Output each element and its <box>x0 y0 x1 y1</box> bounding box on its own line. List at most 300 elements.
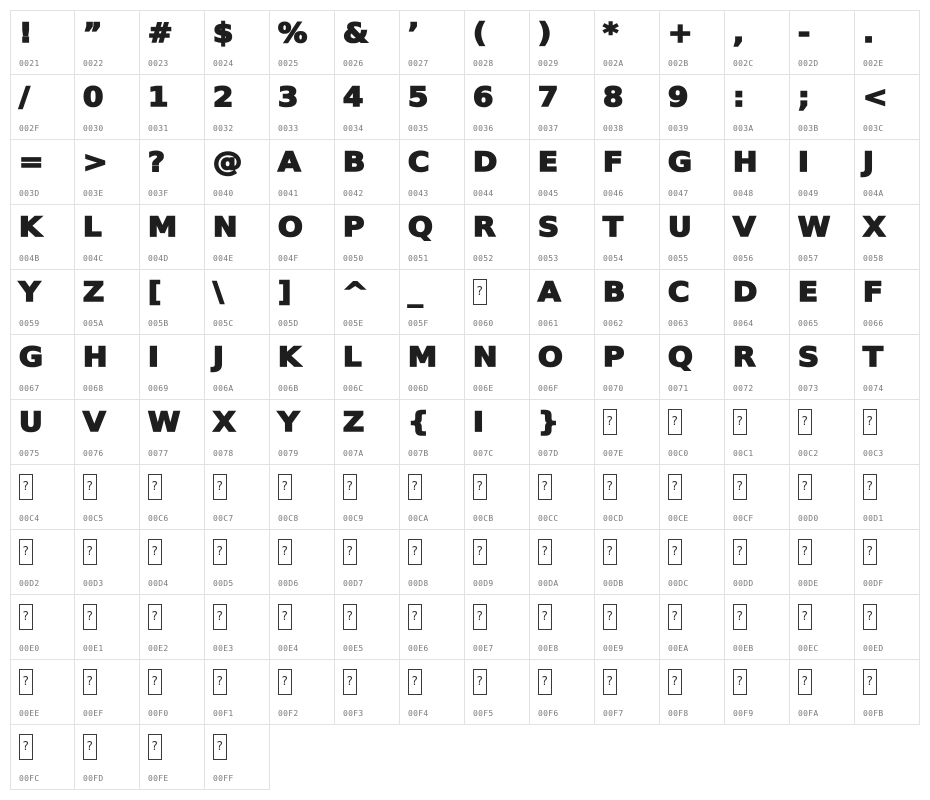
glyph-code: 004F <box>278 254 299 263</box>
glyph-cell <box>790 530 855 595</box>
missing-glyph-icon <box>213 471 227 509</box>
glyph-code: 00EF <box>83 709 104 718</box>
glyph-cell <box>725 660 790 725</box>
glyph-code: 00FC <box>19 774 40 783</box>
glyph-code: 00EA <box>668 644 689 653</box>
glyph-char: D <box>473 147 498 178</box>
glyph-code: 0068 <box>83 384 104 393</box>
glyph-cell <box>790 75 855 140</box>
glyph-char: I <box>798 147 809 178</box>
glyph-char: Q <box>668 342 693 373</box>
glyph-char: R <box>733 342 756 373</box>
missing-glyph-icon <box>668 536 682 574</box>
glyph-code: 00D7 <box>343 579 364 588</box>
glyph-code: 0041 <box>278 189 299 198</box>
glyph-cell <box>595 140 660 205</box>
missing-glyph-icon <box>603 471 617 509</box>
missing-glyph-icon <box>278 666 292 704</box>
missing-glyph-box-icon <box>83 669 97 695</box>
missing-glyph-box-icon <box>148 539 162 565</box>
missing-glyph-box-icon <box>798 474 812 500</box>
glyph-char: ) <box>538 18 552 49</box>
glyph-code: 004A <box>863 189 884 198</box>
glyph-cell <box>530 465 595 530</box>
glyph-cell <box>595 660 660 725</box>
glyph-char: 5 <box>408 82 429 113</box>
glyph-cell <box>790 140 855 205</box>
missing-glyph-box-icon <box>668 474 682 500</box>
glyph-char: V <box>83 407 106 438</box>
glyph-cell <box>270 270 335 335</box>
missing-glyph-box-icon <box>408 669 422 695</box>
glyph-cell <box>400 595 465 660</box>
glyph-cell <box>660 400 725 465</box>
glyph-char: ! <box>19 18 33 49</box>
glyph-cell <box>465 10 530 75</box>
glyph-cell <box>855 400 920 465</box>
missing-glyph-icon <box>408 471 422 509</box>
glyph-code: 006D <box>408 384 429 393</box>
missing-glyph-icon <box>83 536 97 574</box>
glyph-code: 003E <box>83 189 104 198</box>
missing-glyph-icon <box>148 471 162 509</box>
glyph-cell <box>400 270 465 335</box>
glyph-cell <box>75 465 140 530</box>
glyph-cell <box>140 270 205 335</box>
glyph-code: 00EB <box>733 644 754 653</box>
missing-glyph-box-icon <box>733 669 747 695</box>
glyph-char: 2 <box>213 82 234 113</box>
glyph-code: 00E4 <box>278 644 299 653</box>
glyph-cell <box>140 75 205 140</box>
glyph-cell <box>75 270 140 335</box>
glyph-cell <box>270 660 335 725</box>
missing-glyph-icon <box>148 666 162 704</box>
glyph-cell <box>140 400 205 465</box>
glyph-code: 0066 <box>863 319 884 328</box>
glyph-cell <box>725 140 790 205</box>
glyph-code: 0052 <box>473 254 494 263</box>
glyph-code: 00C1 <box>733 449 754 458</box>
glyph-code: 00E6 <box>408 644 429 653</box>
glyph-cell <box>530 400 595 465</box>
glyph-char: \ <box>213 277 224 308</box>
glyph-cell <box>790 335 855 400</box>
glyph-code: 0070 <box>603 384 624 393</box>
missing-glyph-box-icon <box>798 604 812 630</box>
glyph-code: 00E2 <box>148 644 169 653</box>
glyph-cell <box>660 595 725 660</box>
glyph-cell <box>790 270 855 335</box>
glyph-cell <box>855 75 920 140</box>
missing-glyph-icon <box>213 731 227 769</box>
glyph-cell <box>530 270 595 335</box>
glyph-cell <box>660 465 725 530</box>
glyph-char: 8 <box>603 82 624 113</box>
missing-glyph-box-icon <box>83 734 97 760</box>
glyph-cell <box>205 140 270 205</box>
glyph-cell <box>790 400 855 465</box>
missing-glyph-icon <box>863 601 877 639</box>
glyph-char: X <box>863 212 886 243</box>
missing-glyph-box-icon <box>343 474 357 500</box>
missing-glyph-box-icon <box>19 604 33 630</box>
glyph-code: 0073 <box>798 384 819 393</box>
glyph-code: 00DA <box>538 579 559 588</box>
missing-glyph-box-icon <box>148 734 162 760</box>
glyph-char: T <box>863 342 883 373</box>
missing-glyph-box-icon <box>603 669 617 695</box>
glyph-cell <box>400 530 465 595</box>
glyph-code: 00F9 <box>733 709 754 718</box>
glyph-code: 0028 <box>473 59 494 68</box>
glyph-cell <box>595 270 660 335</box>
glyph-cell <box>400 400 465 465</box>
glyph-cell <box>465 530 530 595</box>
glyph-code: 0076 <box>83 449 104 458</box>
glyph-code: 00C4 <box>19 514 40 523</box>
glyph-code: 00FD <box>83 774 104 783</box>
glyph-code: 00C9 <box>343 514 364 523</box>
glyph-cell <box>75 725 140 790</box>
missing-glyph-box-icon <box>278 539 292 565</box>
glyph-cell <box>75 335 140 400</box>
glyph-code: 002D <box>798 59 819 68</box>
missing-glyph-icon <box>83 471 97 509</box>
glyph-char: S <box>798 342 820 373</box>
glyph-char: 0 <box>83 82 104 113</box>
glyph-char: } <box>538 407 559 438</box>
glyph-char: . <box>863 18 875 49</box>
glyph-code: 005B <box>148 319 169 328</box>
glyph-code: 00DC <box>668 579 689 588</box>
glyph-cell <box>855 465 920 530</box>
glyph-code: 00D1 <box>863 514 884 523</box>
glyph-char: Z <box>83 277 105 308</box>
glyph-cell <box>270 205 335 270</box>
glyph-cell <box>660 205 725 270</box>
glyph-char: C <box>668 277 690 308</box>
glyph-char: # <box>148 18 173 49</box>
glyph-code: 002E <box>863 59 884 68</box>
glyph-char: A <box>278 147 301 178</box>
glyph-char: I <box>148 342 159 373</box>
missing-glyph-box-icon <box>798 669 812 695</box>
glyph-cell <box>855 660 920 725</box>
glyph-code: 00F2 <box>278 709 299 718</box>
glyph-cell <box>595 205 660 270</box>
glyph-cell <box>270 595 335 660</box>
glyph-code: 005A <box>83 319 104 328</box>
missing-glyph-icon <box>473 276 487 314</box>
glyph-cell <box>75 400 140 465</box>
glyph-code: 0053 <box>538 254 559 263</box>
missing-glyph-box-icon <box>19 474 33 500</box>
glyph-cell <box>400 140 465 205</box>
glyph-cell <box>660 335 725 400</box>
glyph-char: ” <box>83 18 103 49</box>
glyph-cell <box>75 140 140 205</box>
glyph-cell <box>335 530 400 595</box>
glyph-char: ’ <box>408 18 420 49</box>
missing-glyph-box-icon <box>278 474 292 500</box>
glyph-cell <box>790 660 855 725</box>
glyph-cell <box>725 595 790 660</box>
glyph-code: 00E0 <box>19 644 40 653</box>
glyph-cell <box>595 530 660 595</box>
missing-glyph-icon <box>83 666 97 704</box>
glyph-char: ] <box>278 277 292 308</box>
glyph-cell <box>205 725 270 790</box>
missing-glyph-icon <box>343 666 357 704</box>
glyph-cell <box>270 465 335 530</box>
glyph-code: 00C7 <box>213 514 234 523</box>
glyph-cell <box>10 595 75 660</box>
glyph-code: 00CE <box>668 514 689 523</box>
glyph-cell <box>140 140 205 205</box>
glyph-cell <box>140 530 205 595</box>
glyph-code: 00D6 <box>278 579 299 588</box>
glyph-cell <box>205 270 270 335</box>
glyph-cell <box>855 10 920 75</box>
glyph-code: 0075 <box>19 449 40 458</box>
glyph-char: 1 <box>148 82 169 113</box>
missing-glyph-icon <box>343 471 357 509</box>
glyph-cell <box>530 205 595 270</box>
glyph-code: 0034 <box>343 124 364 133</box>
glyph-char: B <box>343 147 366 178</box>
glyph-code: 00F5 <box>473 709 494 718</box>
missing-glyph-box-icon <box>19 734 33 760</box>
missing-glyph-box-icon <box>603 409 617 435</box>
missing-glyph-box-icon <box>148 604 162 630</box>
glyph-code: 006B <box>278 384 299 393</box>
glyph-cell <box>205 530 270 595</box>
glyph-code: 0055 <box>668 254 689 263</box>
glyph-cell <box>75 10 140 75</box>
glyph-code: 0039 <box>668 124 689 133</box>
missing-glyph-icon <box>19 666 33 704</box>
missing-glyph-icon <box>733 536 747 574</box>
missing-glyph-box-icon <box>863 409 877 435</box>
glyph-code: 0037 <box>538 124 559 133</box>
missing-glyph-box-icon <box>19 539 33 565</box>
glyph-char: ? <box>148 147 165 178</box>
glyph-code: 0074 <box>863 384 884 393</box>
glyph-cell <box>10 400 75 465</box>
glyph-char: O <box>538 342 563 373</box>
glyph-cell <box>335 465 400 530</box>
glyph-cell <box>335 75 400 140</box>
glyph-char: 3 <box>278 82 299 113</box>
glyph-code: 00CD <box>603 514 624 523</box>
missing-glyph-icon <box>798 471 812 509</box>
glyph-cell <box>10 205 75 270</box>
missing-glyph-icon <box>668 601 682 639</box>
glyph-char: N <box>213 212 238 243</box>
missing-glyph-icon <box>408 666 422 704</box>
glyph-cell <box>75 595 140 660</box>
missing-glyph-icon <box>733 666 747 704</box>
glyph-code: 00DB <box>603 579 624 588</box>
missing-glyph-icon <box>668 666 682 704</box>
glyph-code: 0044 <box>473 189 494 198</box>
glyph-char: W <box>148 407 181 438</box>
glyph-code: 0051 <box>408 254 429 263</box>
glyph-cell <box>140 595 205 660</box>
glyph-char: R <box>473 212 496 243</box>
glyph-char: T <box>603 212 623 243</box>
glyph-cell <box>465 140 530 205</box>
missing-glyph-box-icon <box>473 474 487 500</box>
missing-glyph-icon <box>733 471 747 509</box>
glyph-cell <box>205 205 270 270</box>
glyph-code: 00F0 <box>148 709 169 718</box>
glyph-cell <box>400 660 465 725</box>
glyph-code: 00C5 <box>83 514 104 523</box>
glyph-char: G <box>19 342 43 373</box>
glyph-code: 0029 <box>538 59 559 68</box>
glyph-cell <box>335 660 400 725</box>
glyph-code: 0069 <box>148 384 169 393</box>
glyph-cell <box>205 660 270 725</box>
glyph-char: U <box>668 212 692 243</box>
missing-glyph-icon <box>278 536 292 574</box>
glyph-cell <box>530 530 595 595</box>
glyph-code: 00CB <box>473 514 494 523</box>
glyph-cell <box>205 595 270 660</box>
glyph-code: 0026 <box>343 59 364 68</box>
glyph-code: 0022 <box>83 59 104 68</box>
glyph-code: 00F7 <box>603 709 624 718</box>
glyph-code: 00C6 <box>148 514 169 523</box>
glyph-cell <box>660 660 725 725</box>
glyph-cell <box>465 400 530 465</box>
missing-glyph-icon <box>19 601 33 639</box>
glyph-cell <box>725 530 790 595</box>
missing-glyph-icon <box>473 601 487 639</box>
glyph-code: 003F <box>148 189 169 198</box>
glyph-cell <box>660 10 725 75</box>
missing-glyph-icon <box>538 601 552 639</box>
glyph-code: 00E5 <box>343 644 364 653</box>
glyph-code: 0031 <box>148 124 169 133</box>
glyph-cell <box>790 10 855 75</box>
missing-glyph-icon <box>473 536 487 574</box>
missing-glyph-icon <box>538 471 552 509</box>
glyph-cell <box>725 270 790 335</box>
glyph-code: 0056 <box>733 254 754 263</box>
glyph-code: 0042 <box>343 189 364 198</box>
glyph-code: 0078 <box>213 449 234 458</box>
glyph-code: 00C2 <box>798 449 819 458</box>
missing-glyph-icon <box>83 601 97 639</box>
missing-glyph-icon <box>213 536 227 574</box>
glyph-code: 0061 <box>538 319 559 328</box>
glyph-char: L <box>343 342 362 373</box>
glyph-cell <box>335 10 400 75</box>
glyph-code: 004B <box>19 254 40 263</box>
glyph-code: 00DF <box>863 579 884 588</box>
glyph-code: 00FF <box>213 774 234 783</box>
glyph-code: 0071 <box>668 384 689 393</box>
glyph-cell <box>530 75 595 140</box>
glyph-code: 00F8 <box>668 709 689 718</box>
glyph-cell <box>270 530 335 595</box>
glyph-code: 00E7 <box>473 644 494 653</box>
missing-glyph-icon <box>148 731 162 769</box>
glyph-cell <box>530 335 595 400</box>
glyph-cell <box>595 400 660 465</box>
glyph-cell <box>465 75 530 140</box>
glyph-code: 003C <box>863 124 884 133</box>
glyph-char: & <box>343 18 369 49</box>
missing-glyph-icon <box>603 666 617 704</box>
missing-glyph-box-icon <box>798 409 812 435</box>
glyph-char: ^ <box>343 277 368 308</box>
glyph-cell <box>595 595 660 660</box>
missing-glyph-box-icon <box>213 734 227 760</box>
glyph-char: J <box>863 147 874 178</box>
glyph-char: N <box>473 342 498 373</box>
missing-glyph-box-icon <box>733 539 747 565</box>
glyph-cell <box>855 530 920 595</box>
missing-glyph-icon <box>278 601 292 639</box>
glyph-char: J <box>213 342 224 373</box>
glyph-char: [ <box>148 277 162 308</box>
glyph-char: 7 <box>538 82 559 113</box>
glyph-code: 006C <box>343 384 364 393</box>
missing-glyph-box-icon <box>668 409 682 435</box>
missing-glyph-icon <box>19 471 33 509</box>
glyph-cell <box>595 465 660 530</box>
glyph-cell <box>140 205 205 270</box>
glyph-cell <box>595 75 660 140</box>
missing-glyph-box-icon <box>473 539 487 565</box>
glyph-cell <box>465 270 530 335</box>
glyph-code: 00D2 <box>19 579 40 588</box>
glyph-cell <box>465 205 530 270</box>
missing-glyph-box-icon <box>538 474 552 500</box>
glyph-char: @ <box>213 147 243 178</box>
missing-glyph-box-icon <box>863 669 877 695</box>
missing-glyph-icon <box>798 406 812 444</box>
missing-glyph-icon <box>603 406 617 444</box>
glyph-char: K <box>278 342 301 373</box>
glyph-code: 00EE <box>19 709 40 718</box>
glyph-cell <box>660 75 725 140</box>
glyph-cell <box>790 595 855 660</box>
missing-glyph-icon <box>148 601 162 639</box>
missing-glyph-icon <box>408 601 422 639</box>
glyph-char: < <box>863 82 888 113</box>
glyph-code: 0054 <box>603 254 624 263</box>
missing-glyph-icon <box>213 666 227 704</box>
missing-glyph-icon <box>19 731 33 769</box>
missing-glyph-icon <box>668 406 682 444</box>
glyph-cell <box>725 335 790 400</box>
glyph-code: 007D <box>538 449 559 458</box>
missing-glyph-box-icon <box>798 539 812 565</box>
glyph-cell <box>270 75 335 140</box>
glyph-code: 00F6 <box>538 709 559 718</box>
missing-glyph-box-icon <box>408 604 422 630</box>
glyph-cell <box>75 205 140 270</box>
glyph-code: 0079 <box>278 449 299 458</box>
glyph-char: G <box>668 147 692 178</box>
missing-glyph-box-icon <box>603 539 617 565</box>
missing-glyph-icon <box>603 536 617 574</box>
